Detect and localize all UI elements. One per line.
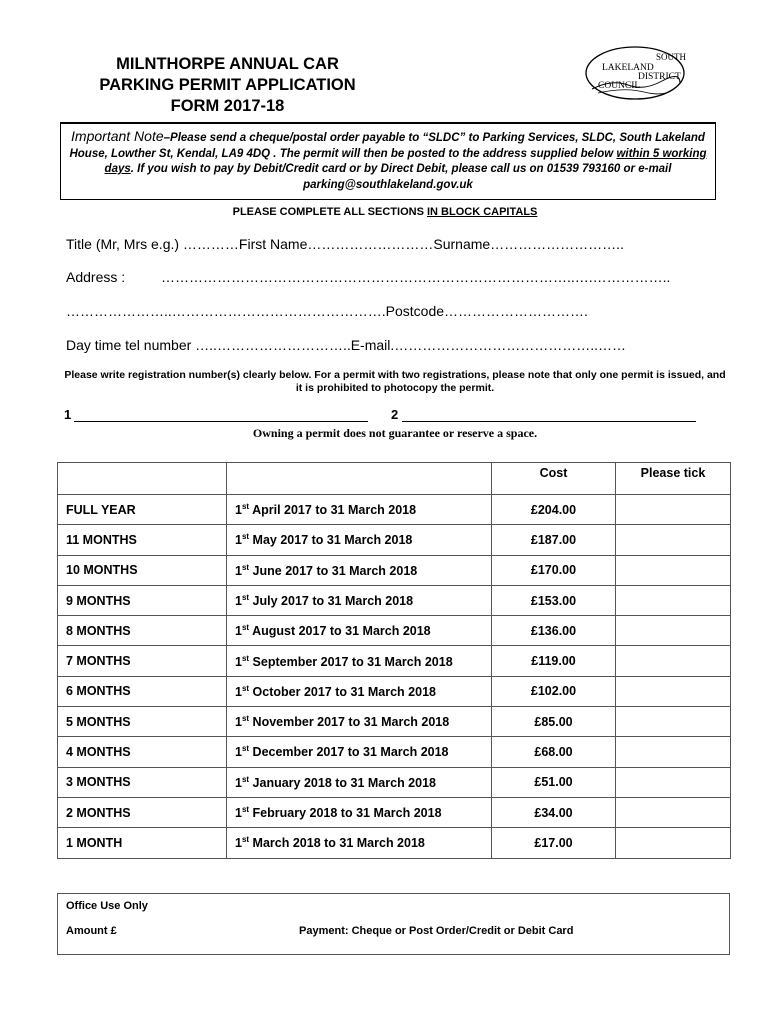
row-tick-box[interactable] [616,616,731,646]
council-logo-emblem [584,45,686,101]
registration-note: Please write registration number(s) clearly below. For a permit with two registrations, please note that only one permit is issued, and it is prohibited to photocopy the permit. [64,369,726,394]
table-row [58,525,731,555]
row-tick-box[interactable] [616,828,731,858]
row-dates: 1st February 2018 to 31 March 2018 [227,797,492,827]
row-tick-box[interactable] [616,555,731,585]
row-dates: 1st April 2017 to 31 March 2018 [227,495,492,525]
row-dates: 1st June 2017 to 31 March 2018 [227,555,492,585]
row-tick-box[interactable] [616,525,731,555]
row-cost: £187.00 [492,525,616,555]
title-line-2: PARKING PERMIT APPLICATION [99,76,356,94]
registration-2-label: 2 [391,407,399,422]
address-dots[interactable]: ……………………………………………………………………………..….…………….. [161,269,671,285]
row-period: 6 MONTHS [58,676,227,706]
table-row [58,707,731,737]
row-cost: £17.00 [492,828,616,858]
header-period [58,463,227,495]
tel-email-line[interactable]: Day time tel number …..………………………..E-mail.……………………………………..…… [66,337,627,353]
row-tick-box[interactable] [616,495,731,525]
logo-word-council: COUNCIL [598,81,641,91]
office-payment-label: Payment: Cheque or Post Order/Credit or Debit Card [299,925,574,937]
table-row [58,797,731,827]
important-note-text: –Please send a cheque/postal order payable to “SLDC” to Parking Services, SLDC, South Lakeland House, Lowther St, Kendal, LA9 4DQ . The permit will then be posted to the address supplied below [69,132,705,160]
row-period: 8 MONTHS [58,616,227,646]
table-row [58,828,731,858]
row-period: 10 MONTHS [58,555,227,585]
row-dates: 1st October 2017 to 31 March 2018 [227,676,492,706]
registration-1-label: 1 [64,407,72,422]
row-cost: £170.00 [492,555,616,585]
row-tick-box[interactable] [616,707,731,737]
row-cost: £204.00 [492,495,616,525]
owning-disclaimer: Owning a permit does not guarantee or reserve a space. [252,426,538,440]
postcode-line[interactable]: …………………..……………………………………….Postcode…………………………. [66,303,588,319]
registration-2-field[interactable] [402,421,696,422]
row-dates: 1st December 2017 to 31 March 2018 [227,737,492,767]
address-label: Address : [66,269,126,285]
important-note-underlined: within 5 working days [104,147,707,175]
row-dates: 1st November 2017 to 31 March 2018 [227,707,492,737]
table-row [58,676,731,706]
row-period: 7 MONTHS [58,646,227,676]
table-row [58,767,731,797]
row-dates: 1st March 2018 to 31 March 2018 [227,828,492,858]
row-tick-box[interactable] [616,585,731,615]
row-period: FULL YEAR [58,495,227,525]
table-row [58,555,731,585]
row-tick-box[interactable] [616,646,731,676]
row-tick-box[interactable] [616,767,731,797]
row-cost: £85.00 [492,707,616,737]
row-period: 5 MONTHS [58,707,227,737]
row-cost: £51.00 [492,767,616,797]
important-note-lead: Important Note [71,128,164,144]
header-dates [227,463,492,495]
row-period: 1 MONTH [58,828,227,858]
address-line-1[interactable] [66,269,671,285]
row-period: 11 MONTHS [58,525,227,555]
title-line-1: MILNTHORPE ANNUAL CAR [116,55,339,73]
row-tick-box[interactable] [616,797,731,827]
office-amount-label: Amount £ [66,925,117,937]
table-row [58,737,731,767]
title-line-3: FORM 2017-18 [170,97,285,115]
block-capitals-underlined: IN BLOCK CAPITALS [426,206,538,218]
row-dates: 1st May 2017 to 31 March 2018 [227,525,492,555]
block-capitals-prefix: PLEASE COMPLETE ALL SECTIONS [232,206,427,218]
name-fields-line[interactable]: Title (Mr, Mrs e.g.) …………First Name………………………Surname……………………….. [66,236,624,252]
logo-word-lakeland: LAKELAND [602,63,654,73]
row-period: 2 MONTHS [58,797,227,827]
permit-price-table [57,462,731,859]
row-period: 4 MONTHS [58,737,227,767]
table-row [58,495,731,525]
header-cost: Cost [492,463,616,495]
row-dates: 1st January 2018 to 31 March 2018 [227,767,492,797]
row-cost: £34.00 [492,797,616,827]
council-logo [584,45,686,101]
row-cost: £102.00 [492,676,616,706]
row-cost: £136.00 [492,616,616,646]
row-dates: 1st September 2017 to 31 March 2018 [227,646,492,676]
form-title [0,54,455,117]
row-dates: 1st July 2017 to 31 March 2018 [227,585,492,615]
office-use-box [57,893,730,955]
row-cost: £119.00 [492,646,616,676]
table-header-row [58,463,731,495]
table-row [58,616,731,646]
important-note-text-after: . If you wish to pay by Debit/Credit card or by Direct Debit, please call us on 01539 793160 or e-mail parking@southlakeland.gov.uk [130,163,672,191]
logo-word-district: DISTRICT [638,72,681,82]
row-tick-box[interactable] [616,676,731,706]
registration-1-field[interactable] [74,421,368,422]
office-use-title: Office Use Only [66,900,148,912]
block-capitals-instruction [0,206,770,218]
table-row [58,585,731,615]
table-row [58,646,731,676]
row-dates: 1st August 2017 to 31 March 2018 [227,616,492,646]
important-note [60,122,716,200]
row-period: 9 MONTHS [58,585,227,615]
row-period: 3 MONTHS [58,767,227,797]
row-cost: £68.00 [492,737,616,767]
row-tick-box[interactable] [616,737,731,767]
logo-word-south: SOUTH [656,52,686,62]
header-please-tick: Please tick [616,463,731,495]
row-cost: £153.00 [492,585,616,615]
